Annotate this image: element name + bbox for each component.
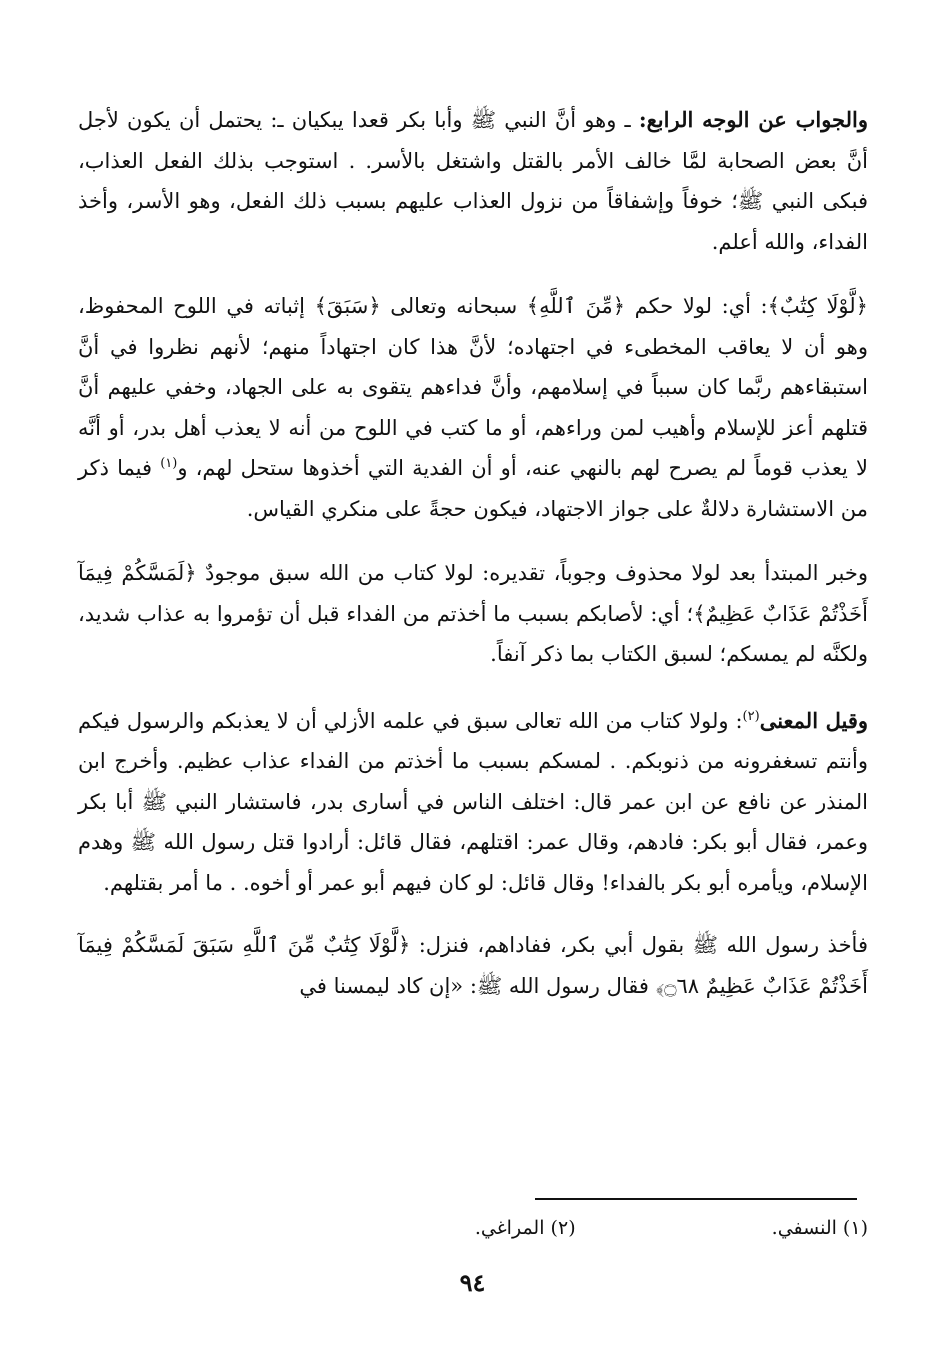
paragraph-lead: وقيل المعنى bbox=[759, 707, 868, 733]
paragraph-khabar-mubtada bbox=[78, 553, 868, 675]
paragraph-text: فيما ذكر من الاستشارة دلالةٌ على جواز الاجتهاد، فيكون حجةً على منكري القياس. bbox=[78, 456, 868, 521]
paragraph-text: فأخذ رسول الله ﷺ بقول أبي بكر، ففاداهم، فنزل: ﴿لَّوْلَا كِتَٰبٌ مِّنَ ٱللَّهِ سَبَقَ لَمَسَّكُمْ فِيمَآ أَخَذْتُمْ عَذَابٌ عَظِيمٌ ۝٦٨﴾ فقال رسول الله ﷺ: «إن كاد ليمسنا في bbox=[78, 933, 868, 998]
paragraph-revelation bbox=[78, 925, 868, 1006]
paragraph-fourth-reply bbox=[78, 100, 868, 262]
paragraph-alternative-meaning bbox=[78, 701, 868, 904]
page-body bbox=[78, 100, 868, 1006]
footnote-ref-2[interactable]: (٢) bbox=[742, 708, 760, 724]
paragraph-text: ﴿لَّوْلَا كِتَٰبٌ﴾: أي: لولا حكم ﴿مِّنَ ٱللَّهِ﴾ سبحانه وتعالى ﴿سَبَقَ﴾ إثباته في اللوح المحفوظ، وهو أن لا يعاقب المخطىء في اجتهاده؛ لأنَّ هذا كان اجتهاداً منهم؛ لأنهم نظروا في أنَّ استبقاءهم ربَّما كان سبباً في إسلامهم، وأنَّ فداءهم يتقوى به على الجهاد، وخفي عليهم أنَّ قتلهم أعز للإسلام وأهيب لمن وراءهم، أو ما كتب في اللوح من أنه لا يعذب أهل بدر، أو أنَّه لا يعذب قوماً لم يصرح لهم بالنهي عنه، أو أن الفدية التي أخذوها ستحل لهم، و bbox=[78, 294, 868, 480]
paragraph-text: وخبر المبتدأ بعد لولا محذوف وجوباً، تقديره: لولا كتاب من الله سبق موجودٌ ﴿لَمَسَّكُمْ فِيمَآ أَخَذْتُمْ عَذَابٌ عَظِيمٌ﴾؛ أي: لأصابكم بسبب ما أخذتم من الفداء قبل أن تؤمروا به عذاب شديد، ولكنَّه لم يمسكم؛ لسبق الكتاب بما ذكر آنفاً. bbox=[78, 561, 868, 666]
paragraph-lead: والجواب عن الوجه الرابع: bbox=[638, 107, 868, 132]
paragraph-text: ـ وهو أنَّ النبي ﷺ وأبا بكر قعدا يبكيان ـ: يحتمل أن يكون لأجل أنَّ بعض الصحابة لمَّا خالف الأمر بالقتل واشتغل بالأسر. . استوجب بذلك الفعل العذاب، فبكى النبي ﷺ؛ خوفاً وإشفاقاً من نزول العذاب عليهم بسبب ذلك الفعل، وهو الأسر، وأخذ الفداء، والله أعلم. bbox=[78, 108, 868, 254]
paragraph-lawla-kitab bbox=[78, 286, 868, 529]
footnote-1: (١) النسفي. bbox=[771, 1217, 868, 1239]
footnote-divider bbox=[535, 1198, 857, 1200]
footnotes bbox=[78, 1213, 868, 1243]
paragraph-text: : ولولا كتاب من الله تعالى سبق في علمه الأزلي أن لا يعذبكم والرسول فيكم وأنتم تسغفرونه من ذنوبكم. . لمسكم بسبب ما أخذتم من الفداء عذاب عظيم. وأخرج ابن المنذر عن نافع عن ابن عمر قال: اختلف الناس في أسارى بدر، فاستشار النبي ﷺ أبا بكر وعمر، فقال أبو بكر: فادهم، وقال عمر: اقتلهم، فقال قائل: أرادوا قتل رسول الله ﷺ وهدم الإسلام، ويأمره أبو بكر بالفداء! وقال قائل: لو كان فيهم أبو عمر أو أخوه. . ما أمر بقتلهم. bbox=[78, 708, 868, 895]
footnote-2: (٢) المراغي. bbox=[474, 1217, 576, 1239]
footnote-ref-1[interactable]: (١) bbox=[160, 456, 178, 471]
page-number: ٩٤ bbox=[459, 1268, 486, 1297]
